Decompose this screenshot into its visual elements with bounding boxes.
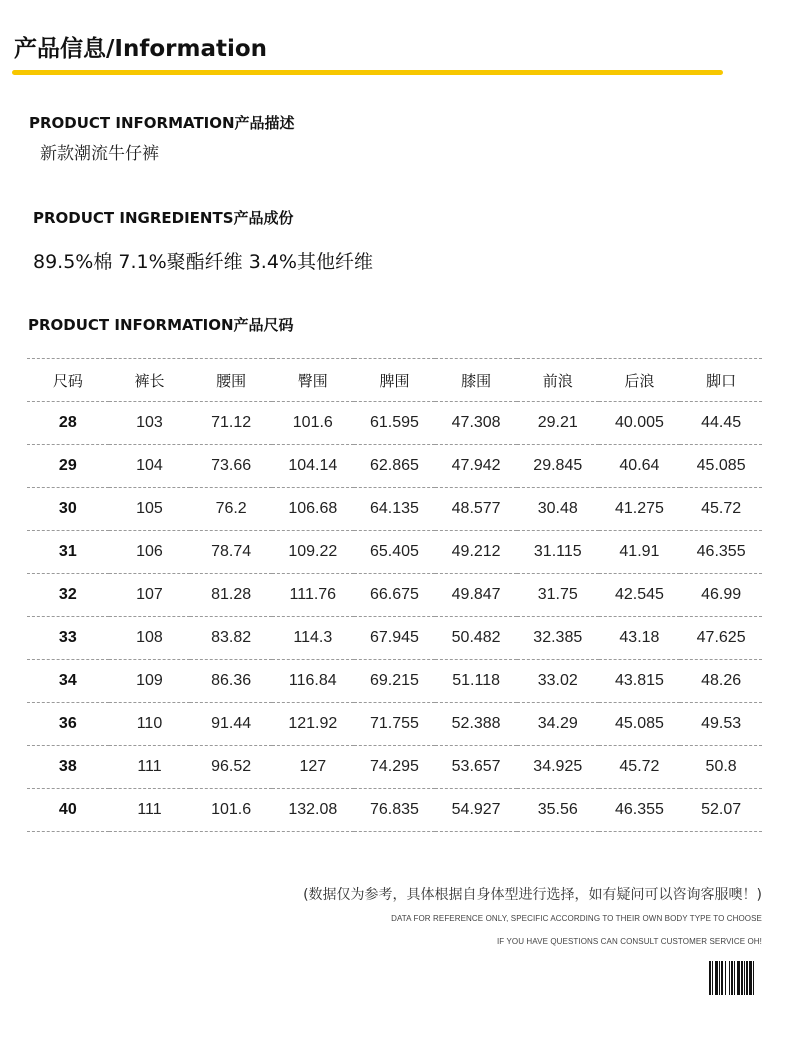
table-cell: 44.45 xyxy=(680,402,762,445)
table-cell: 116.84 xyxy=(272,660,354,703)
table-cell: 34.29 xyxy=(517,703,599,746)
table-cell: 74.295 xyxy=(354,746,436,789)
table-cell: 71.12 xyxy=(190,402,272,445)
table-cell: 106 xyxy=(109,531,191,574)
table-cell: 45.72 xyxy=(680,488,762,531)
table-cell: 101.6 xyxy=(272,402,354,445)
barcode-bar xyxy=(744,961,745,995)
table-cell: 45.72 xyxy=(599,746,681,789)
table-cell: 40.64 xyxy=(599,445,681,488)
table-cell: 127 xyxy=(272,746,354,789)
page-title: 产品信息/Information xyxy=(14,36,268,62)
description-heading: PRODUCT INFORMATION产品描述 xyxy=(29,114,295,132)
table-cell: 103 xyxy=(109,402,191,445)
table-cell: 73.66 xyxy=(190,445,272,488)
table-cell: 42.545 xyxy=(599,574,681,617)
table-cell: 29.21 xyxy=(517,402,599,445)
size-cell: 33 xyxy=(27,617,109,660)
table-cell: 45.085 xyxy=(680,445,762,488)
table-cell: 52.388 xyxy=(435,703,517,746)
table-cell: 41.91 xyxy=(599,531,681,574)
table-cell: 83.82 xyxy=(190,617,272,660)
disclaimer-en-line2: IF YOU HAVE QUESTIONS CAN CONSULT CUSTOMER SERVICE OH! xyxy=(496,937,762,946)
barcode-bar xyxy=(715,961,718,995)
description-text: 新款潮流牛仔裤 xyxy=(40,144,159,164)
table-cell: 111 xyxy=(109,789,191,832)
table-cell: 41.275 xyxy=(599,488,681,531)
size-cell: 34 xyxy=(27,660,109,703)
table-cell: 43.815 xyxy=(599,660,681,703)
size-cell: 31 xyxy=(27,531,109,574)
size-cell: 29 xyxy=(27,445,109,488)
table-cell: 111 xyxy=(109,746,191,789)
barcode-bar xyxy=(737,961,740,995)
table-cell: 46.355 xyxy=(599,789,681,832)
table-cell: 46.355 xyxy=(680,531,762,574)
table-cell: 106.68 xyxy=(272,488,354,531)
table-cell: 54.927 xyxy=(435,789,517,832)
table-cell: 48.26 xyxy=(680,660,762,703)
column-header: 臀围 xyxy=(272,359,354,402)
table-cell: 69.215 xyxy=(354,660,436,703)
table-cell: 43.18 xyxy=(599,617,681,660)
table-cell: 107 xyxy=(109,574,191,617)
table-cell: 31.75 xyxy=(517,574,599,617)
barcode-bar xyxy=(721,961,723,995)
barcode-bar xyxy=(729,961,730,995)
ingredients-text: 89.5%棉 7.1%聚酯纤维 3.4%其他纤维 xyxy=(33,251,373,273)
table-cell: 66.675 xyxy=(354,574,436,617)
table-cell: 46.99 xyxy=(680,574,762,617)
barcode-bar xyxy=(749,961,752,995)
table-cell: 65.405 xyxy=(354,531,436,574)
table-cell: 61.595 xyxy=(354,402,436,445)
size-cell: 40 xyxy=(27,789,109,832)
barcode-bar xyxy=(712,961,713,995)
table-cell: 47.308 xyxy=(435,402,517,445)
table-cell: 81.28 xyxy=(190,574,272,617)
table-cell: 78.74 xyxy=(190,531,272,574)
table-row xyxy=(27,703,762,746)
table-cell: 32.385 xyxy=(517,617,599,660)
table-cell: 76.2 xyxy=(190,488,272,531)
table-row xyxy=(27,789,762,832)
barcode-bar xyxy=(753,961,754,995)
table-cell: 51.118 xyxy=(435,660,517,703)
column-header: 前浪 xyxy=(517,359,599,402)
table-row xyxy=(27,746,762,789)
table-cell: 96.52 xyxy=(190,746,272,789)
table-row xyxy=(27,488,762,531)
table-row xyxy=(27,445,762,488)
table-cell: 49.212 xyxy=(435,531,517,574)
table-cell: 109 xyxy=(109,660,191,703)
table-cell: 67.945 xyxy=(354,617,436,660)
barcode-bar xyxy=(731,961,733,995)
table-cell: 110 xyxy=(109,703,191,746)
size-cell: 38 xyxy=(27,746,109,789)
barcode-bar xyxy=(746,961,748,995)
barcode-icon xyxy=(709,961,765,995)
table-row xyxy=(27,660,762,703)
table-cell: 50.8 xyxy=(680,746,762,789)
size-table-header-row xyxy=(27,359,762,402)
table-cell: 29.845 xyxy=(517,445,599,488)
barcode-bar xyxy=(734,961,735,995)
disclaimer-cn: (数据仅为参考，具体根据自身体型进行选择，如有疑问可以咨询客服噢！) xyxy=(303,887,762,903)
table-cell: 111.76 xyxy=(272,574,354,617)
table-cell: 105 xyxy=(109,488,191,531)
table-row xyxy=(27,617,762,660)
table-cell: 109.22 xyxy=(272,531,354,574)
table-cell: 49.847 xyxy=(435,574,517,617)
ingredients-heading: PRODUCT INGREDIENTS产品成份 xyxy=(33,209,294,227)
table-cell: 47.942 xyxy=(435,445,517,488)
table-cell: 35.56 xyxy=(517,789,599,832)
table-row xyxy=(27,531,762,574)
table-cell: 53.657 xyxy=(435,746,517,789)
table-cell: 132.08 xyxy=(272,789,354,832)
table-cell: 40.005 xyxy=(599,402,681,445)
size-table-heading: PRODUCT INFORMATION产品尺码 xyxy=(28,316,294,334)
table-cell: 101.6 xyxy=(190,789,272,832)
column-header: 膝围 xyxy=(435,359,517,402)
table-cell: 104 xyxy=(109,445,191,488)
table-cell: 34.925 xyxy=(517,746,599,789)
size-table xyxy=(27,358,762,832)
table-cell: 86.36 xyxy=(190,660,272,703)
table-cell: 49.53 xyxy=(680,703,762,746)
table-cell: 108 xyxy=(109,617,191,660)
barcode-bar xyxy=(719,961,720,995)
size-cell: 30 xyxy=(27,488,109,531)
table-cell: 52.07 xyxy=(680,789,762,832)
barcode-bar xyxy=(709,961,711,995)
table-cell: 33.02 xyxy=(517,660,599,703)
column-header: 尺码 xyxy=(27,359,109,402)
table-cell: 47.625 xyxy=(680,617,762,660)
table-cell: 31.115 xyxy=(517,531,599,574)
column-header: 裤长 xyxy=(109,359,191,402)
table-row xyxy=(27,402,762,445)
column-header: 腰围 xyxy=(190,359,272,402)
table-cell: 114.3 xyxy=(272,617,354,660)
column-header: 脾围 xyxy=(354,359,436,402)
size-cell: 28 xyxy=(27,402,109,445)
table-row xyxy=(27,574,762,617)
size-cell: 36 xyxy=(27,703,109,746)
table-cell: 50.482 xyxy=(435,617,517,660)
column-header: 脚口 xyxy=(680,359,762,402)
table-cell: 76.835 xyxy=(354,789,436,832)
table-cell: 30.48 xyxy=(517,488,599,531)
barcode-bar xyxy=(741,961,743,995)
table-cell: 91.44 xyxy=(190,703,272,746)
title-underline xyxy=(12,70,723,75)
table-cell: 45.085 xyxy=(599,703,681,746)
column-header: 后浪 xyxy=(599,359,681,402)
table-cell: 121.92 xyxy=(272,703,354,746)
table-cell: 64.135 xyxy=(354,488,436,531)
size-cell: 32 xyxy=(27,574,109,617)
disclaimer-en-line1: DATA FOR REFERENCE ONLY, SPECIFIC ACCORDING TO THEIR OWN BODY TYPE TO CHOOSE xyxy=(391,914,762,923)
table-cell: 48.577 xyxy=(435,488,517,531)
size-table-body xyxy=(27,402,762,832)
table-cell: 104.14 xyxy=(272,445,354,488)
table-cell: 71.755 xyxy=(354,703,436,746)
table-cell: 62.865 xyxy=(354,445,436,488)
barcode-bar xyxy=(725,961,726,995)
